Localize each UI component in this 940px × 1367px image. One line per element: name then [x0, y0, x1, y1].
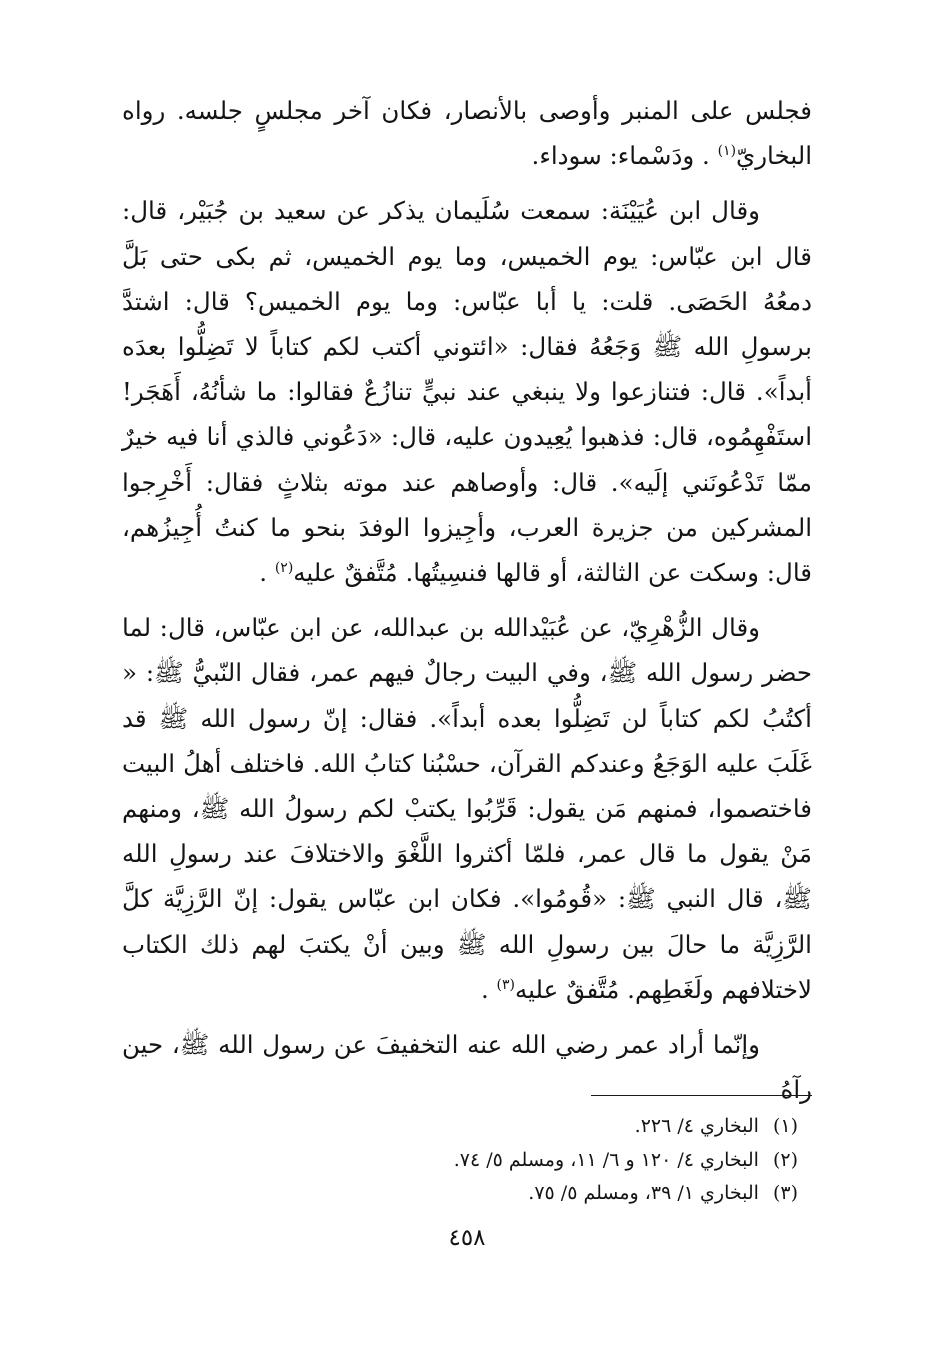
book-page [122, 88, 812, 1288]
footnotes [122, 1110, 812, 1211]
footnote-text: البخاري ١/ ٣٩، ومسلم ٥/ ٧٥. [528, 1182, 759, 1204]
footnote-2 [122, 1144, 812, 1178]
paragraph-2-text: وقال ابن عُيَيْنَة: سمعت سُلَيمان يذكر عن سعيد بن جُبَيْر، قال: قال ابن عبّاس: يوم الخميس، وما يوم الخميس، ثم بكى حتى بَلَّ دمعُهُ الحَصَى. قلت: يا أبا عبّاس: وما يوم الخميس؟ قال: اشتدَّ برسولِ الله ﷺ وَجَعُهُ فقال: «ائتوني أكتب لكم كتاباً لا تَضِلُّوا بعدَه أبداً». قال: فتنازعوا ولا ينبغي عند نبيٍّ تنازُعٌ فقالوا: ما شأنُهُ، أَهَجَر! استَفْهِمُوه، قال: فذهبوا يُعِيدون عليه، قال: «دَعُوني فالذي أنا فيه خيرٌ ممّا تَدْعُونَني إلَيه». قال: وأوصاهم عند موته بثلاثٍ فقال: أَخْرِجوا المشركين من جزيرة العرب، وأجِيزوا الوفدَ بنحو ما كنتُ أُجِيزُهم، قال: وسكت عن الثالثة، أو قالها فنسِيتُها. مُتَّفقٌ عليه [122, 196, 812, 588]
footnote-text: البخاري ٤/ ١٢٠ و ٦/ ١١، ومسلم ٥/ ٧٤. [453, 1148, 759, 1171]
paragraph-4-text: وإنّما أراد عمر رضي الله عنه التخفيفَ عن رسول الله ﷺ، حين رآهُ [122, 1030, 812, 1105]
paragraph-3-text: وقال الزُّهْرِيّ، عن عُبَيْدالله بن عبدالله، عن ابن عبّاس، قال: لما حضر رسول الله ﷺ، وفي البيت رجالٌ فيهم عمر، فقال النّبيُّ ﷺ: « أكتُبُ لكم كتاباً لن تَضِلُّوا بعده أبداً». فقال: إنّ رسول الله ﷺ قد غَلَبَ عليه الوَجَعُ وعندكم القرآن، حسْبُنا كتابُ الله. فاختلف أهلُ البيت فاختصموا، فمنهم مَن يقول: قَرِّبُوا يكتبْ لكم رسولُ الله ﷺ، ومنهم مَنْ يقول ما قال عمر، فلمّا أكثروا اللَّغْوَ والاختلافَ عند رسولِ الله ﷺ، قال النبي ﷺ: «قُومُوا». فكان ابن عبّاس يقول: إنّ الرَّزِيَّة كلَّ الرَّزِيَّة ما حالَ بين رسولِ الله ﷺ وبين أنْ يكتبَ لهم ذلك الكتاب لاختلافهم ولَغَطِهم. مُتَّفقٌ عليه [122, 613, 812, 1004]
paragraph-2 [122, 188, 812, 595]
paragraph-1 [122, 88, 812, 178]
footnote-text: البخاري ٤/ ٢٢٦. [634, 1115, 759, 1137]
footnote-ref-3[interactable]: (٣) [496, 976, 515, 993]
footnote-divider [591, 1095, 812, 1096]
footnote-3 [122, 1177, 812, 1211]
footnote-ref-1[interactable]: (١) [717, 143, 737, 160]
footnote-number: (٣) [772, 1182, 798, 1204]
paragraph-4 [122, 1022, 812, 1112]
paragraph-3 [122, 605, 812, 1012]
footnote-ref-2[interactable]: (٢) [274, 559, 294, 576]
paragraph-2-tail: . [259, 558, 275, 588]
footnote-1 [122, 1110, 812, 1144]
paragraph-1-text: فجلس على المنبر وأوصى بالأنصار، فكان آخر مجلسٍ جلسه. رواه البخاريّ [122, 96, 812, 171]
paragraph-3-tail: . [480, 974, 497, 1004]
footnote-number: (٢) [772, 1148, 798, 1171]
paragraph-1-tail: . ودَسْماء: سوداء. [531, 141, 718, 171]
footnote-number: (١) [772, 1115, 798, 1137]
page-number: ٤٥٨ [448, 1225, 486, 1251]
